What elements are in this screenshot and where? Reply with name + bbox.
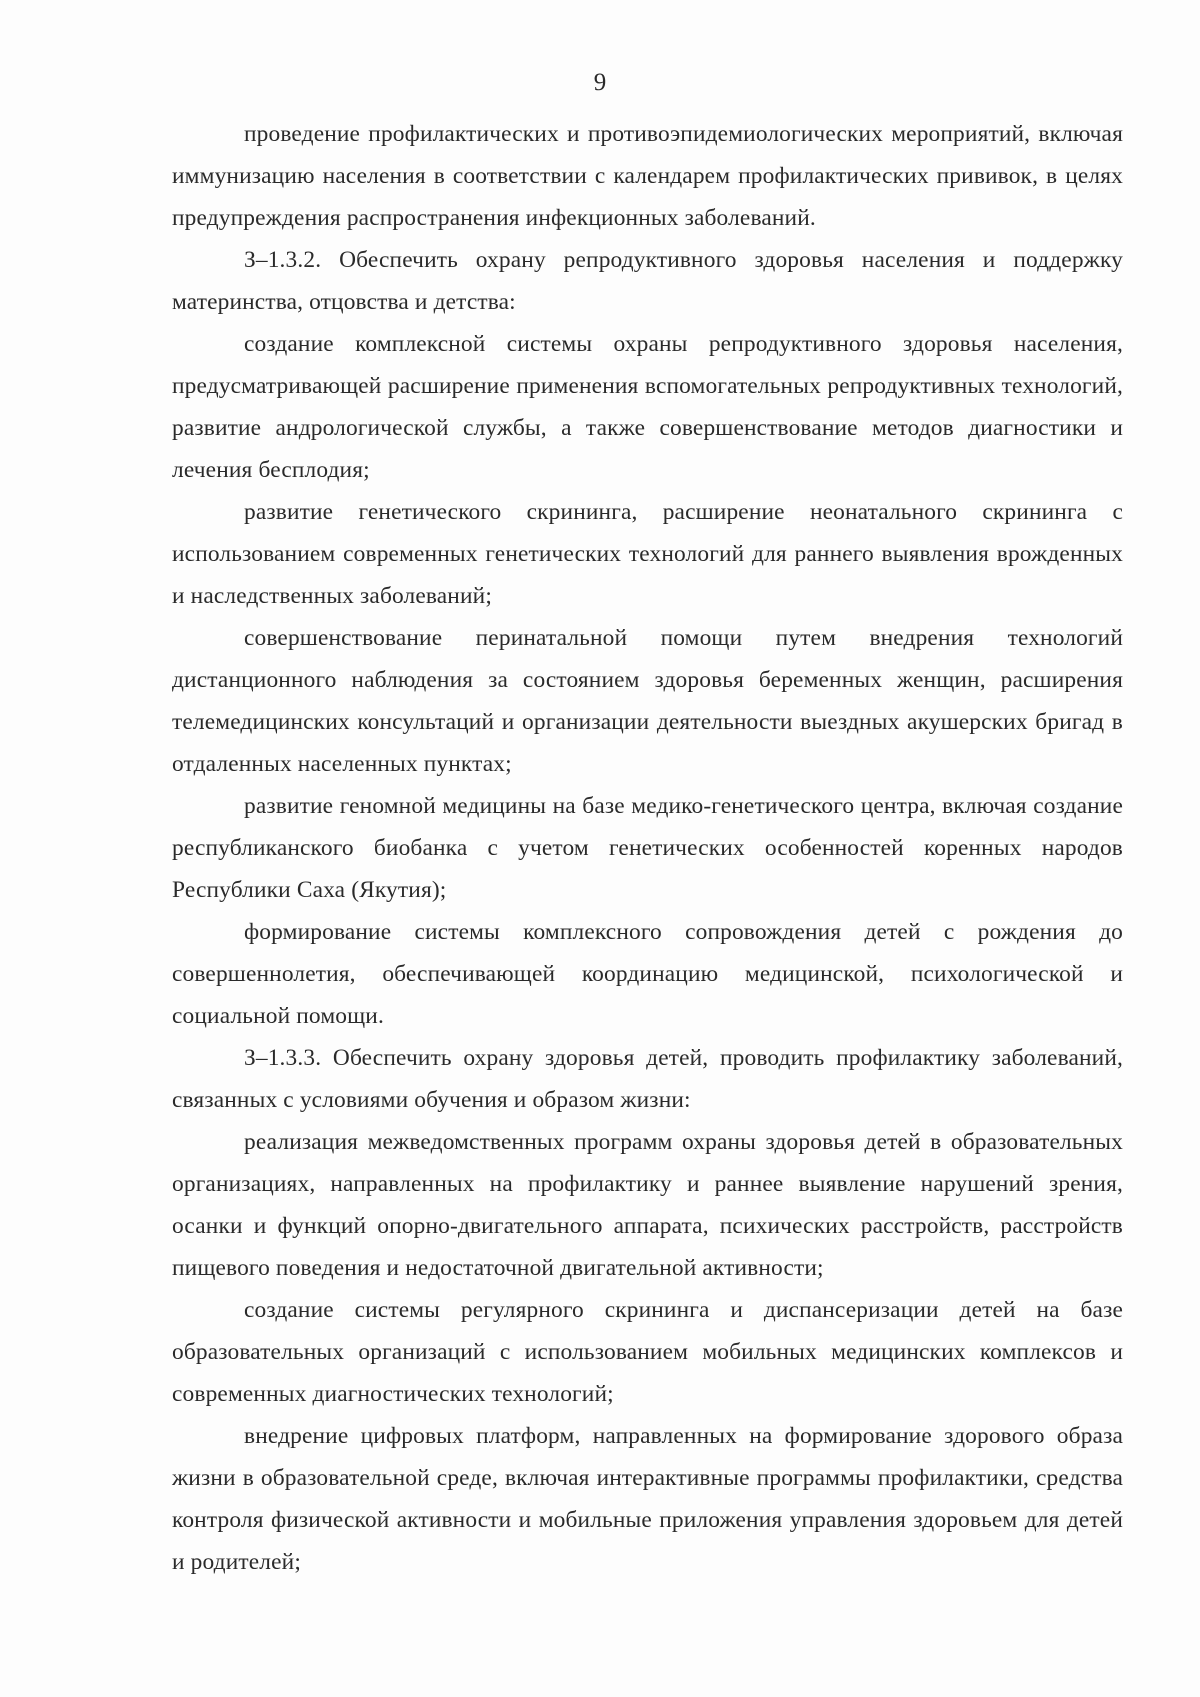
paragraph-screening-dispensary: создание системы регулярного скрининга и диспансеризации детей на базе образовательных организаций с использованием мобильных медицинских комплексов и современных диагностических технологий;: [172, 1297, 1123, 1407]
paragraph-reproductive-health-system: создание комплексной системы охраны репродуктивного здоровья населения, предусматривающей расширение применения вспомогательных репродуктивных технологий, развитие андрологической службы, а также совершенствование методов диагностики и лечения бесплодия;: [172, 331, 1123, 483]
paragraph-digital-platforms: внедрение цифровых платформ, направленных на формирование здорового образа жизни в образовательной среде, включая интерактивные программы профилактики, средства контроля физической активности и мобильные приложения управления здоровьем для детей и родителей;: [172, 1423, 1123, 1575]
paragraph-perinatal-care: совершенствование перинатальной помощи путем внедрения технологий дистанционного наблюдения за состоянием здоровья беременных женщин, расширения телемедицинских консультаций и организации деятельности выездных акушерских бригад в отдаленных населенных пунктах;: [172, 625, 1123, 777]
section-heading-3-1-3-2: З–1.3.2. Обеспечить охрану репродуктивного здоровья населения и поддержку материнства, отцовства и детства:: [172, 247, 1123, 315]
paragraph-immunization: проведение профилактических и противоэпидемиологических мероприятий, включая иммунизацию населения в соответствии с календарем профилактических прививок, в целях предупреждения распространения инфекционных заболеваний.: [172, 121, 1123, 231]
paragraph-genetic-screening: развитие генетического скрининга, расширение неонатального скрининга с использованием современных генетических технологий для раннего выявления врожденных и наследственных заболеваний;: [172, 499, 1123, 609]
document-body: [172, 113, 1123, 1583]
paragraph-genomic-medicine: развитие геномной медицины на базе медико-генетического центра, включая создание республиканского биобанка с учетом генетических особенностей коренных народов Республики Саха (Якутия);: [172, 793, 1123, 903]
paragraph-child-support-system: формирование системы комплексного сопровождения детей с рождения до совершеннолетия, обеспечивающей координацию медицинской, психологической и социальной помощи.: [172, 919, 1123, 1029]
page-number: 9: [593, 69, 607, 96]
paragraph-interagency-programs: реализация межведомственных программ охраны здоровья детей в образовательных организациях, направленных на профилактику и раннее выявление нарушений зрения, осанки и функций опорно-двигательного аппарата, психических расстройств, расстройств пищевого поведения и недостаточной двигательной активности;: [172, 1129, 1123, 1281]
section-heading-3-1-3-3: З–1.3.3. Обеспечить охрану здоровья детей, проводить профилактику заболеваний, связанных с условиями обучения и образом жизни:: [172, 1045, 1123, 1113]
